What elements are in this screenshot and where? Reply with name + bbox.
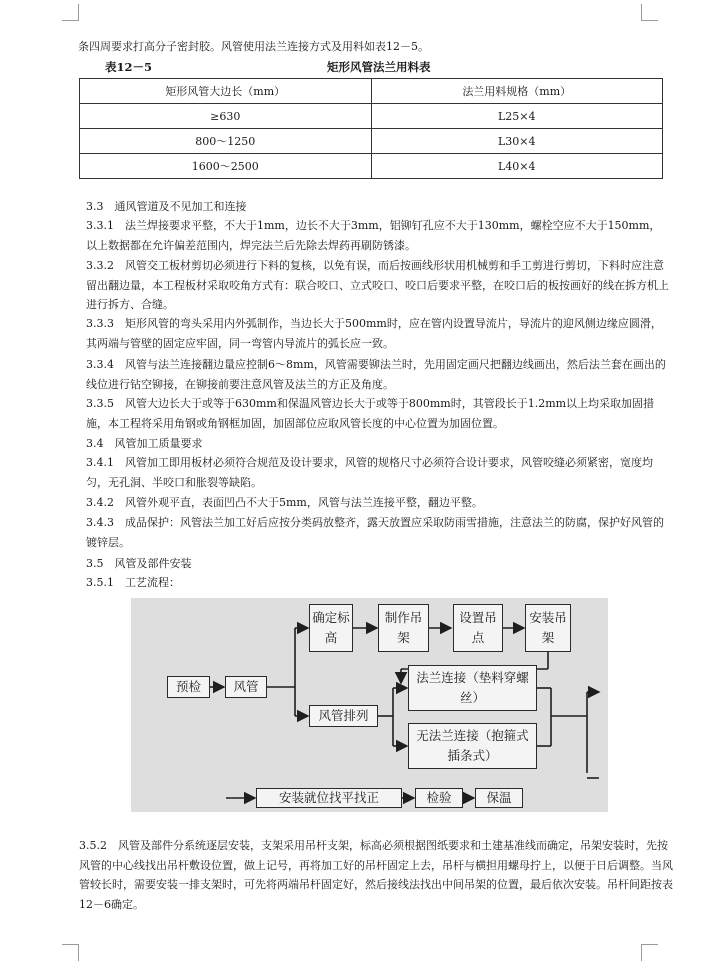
table-number: 表12－5 bbox=[105, 60, 153, 74]
table-header-row bbox=[80, 79, 663, 104]
table-cell: 1600～2500 bbox=[80, 154, 372, 179]
heading-3-5-1: 3.5.1 工艺流程： bbox=[86, 576, 180, 589]
flow-box-pre-check: 预检 bbox=[167, 676, 210, 698]
flow-box-flangeless-connection: 无法兰连接（抱箍式插条式） bbox=[408, 723, 537, 769]
flow-box-make-hanger: 制作吊架 bbox=[378, 604, 429, 652]
flow-box-duct-arrange: 风管排列 bbox=[309, 705, 378, 727]
flange-material-table bbox=[79, 78, 663, 179]
table-row bbox=[80, 154, 663, 179]
flow-box-install-align: 安装就位找平找正 bbox=[256, 788, 402, 808]
paragraph-3-3-5: 3.3.5 风管大边长大于或等于630mm和保温风管边长大于或等于800mm时，其管段长于1.2mm以上均采取加固措施，本工程将采用角钢或角钢框加固，加固部位应取风管长度的中心位置为加固位置。 bbox=[86, 397, 655, 430]
paragraph-3-3-2: 3.3.2 风管交工板材剪切必须进行下料的复核，以免有误，而后按画线形状用机械剪和手工剪进行剪切，下料时应注意留出翻边量，本工程板材采取咬角方式有：联合咬口、立式咬口、咬口后要求平整，在咬口后的板按画好的线在拆方机上进行拆方、合缝。 bbox=[86, 259, 669, 311]
paragraph-3-5-2: 3.5.2 风管及部件分系统逐层安装，支架采用吊杆支架，标高必须根据图纸要求和土建基准线而确定，吊架安装时，先按风管的中心线找出吊杆敷设位置，做上记号，再将加工好的吊杆固定上去，吊杆与横担用螺母拧上，以便于日后调整。当风管较长时，需要安装一排支架时，可先将两端吊杆固定好，然后接线法找出中间吊架的位置，最后依次安装。吊杆间距按表12－6确定。 bbox=[79, 839, 673, 911]
intro-line: 条四周要求打高分子密封胶。风管使用法兰连接方式及用料如表12－5。 bbox=[78, 40, 429, 53]
table-cell: 800～1250 bbox=[80, 129, 372, 154]
paragraph-3-3-3: 3.3.3 矩形风管的弯头采用内外弧制作，当边长大于500mm时，应在管内设置导流片，导流片的迎风侧边缘应圆滑，其两端与管壁的固定应牢固，同一弯管内导流片的弧长应一致。 bbox=[86, 317, 662, 350]
heading-3-5: 3.5 风管及部件安装 bbox=[86, 557, 192, 570]
paragraph-3-4-1: 3.4.1 风管加工即用板材必须符合规范及设计要求，风管的规格尺寸必须符合设计要求，风管咬缝必须紧密，宽度均匀，无孔洞、半咬口和胀裂等缺陷。 bbox=[86, 456, 653, 489]
table-row bbox=[80, 104, 663, 129]
crop-mark-top-right bbox=[641, 4, 658, 21]
paragraph-3-4-3: 3.4.3 成品保护：风管法兰加工好后应按分类码放整齐，露天放置应采取防雨雪措施，注意法兰的防腐，保护好风管的镀锌层。 bbox=[86, 516, 664, 549]
flow-box-duct: 风管 bbox=[225, 676, 267, 698]
table-cell: L25×4 bbox=[371, 104, 663, 129]
table-caption bbox=[105, 59, 665, 77]
flow-box-inspect: 检验 bbox=[415, 788, 463, 808]
crop-mark-top-left bbox=[62, 4, 79, 21]
heading-3-3: 3.3 通风管道及不见加工和连接 bbox=[86, 200, 247, 213]
table-cell: L40×4 bbox=[371, 154, 663, 179]
flow-box-install-hanger: 安装吊架 bbox=[525, 604, 571, 652]
table-title: 矩形风管法兰用料表 bbox=[327, 60, 431, 74]
table-cell: ≥630 bbox=[80, 104, 372, 129]
table-header-cell: 矩形风管大边长（mm） bbox=[80, 79, 372, 104]
table-cell: L30×4 bbox=[371, 129, 663, 154]
table-header-cell: 法兰用料规格（mm） bbox=[371, 79, 663, 104]
paragraph-3-3-1: 3.3.1 法兰焊接要求平整，不大于1mm，边长不大于3mm，铝铆钉孔应不大于130mm，螺栓空应不大于150mm，以上数据都在允许偏差范围内，焊完法兰后先除去焊药再刷防锈漆。 bbox=[86, 219, 661, 252]
flow-box-flange-connection: 法兰连接（垫料穿螺丝） bbox=[408, 665, 537, 711]
flow-box-set-point: 设置吊点 bbox=[453, 604, 503, 652]
paragraph-3-4-2: 3.4.2 风管外观平直，表面凹凸不大于5mm，风管与法兰连接平整，翻边平整。 bbox=[86, 496, 483, 509]
crop-mark-bottom-left bbox=[62, 944, 79, 961]
flow-box-elevation: 确定标高 bbox=[309, 604, 353, 652]
table-row bbox=[80, 129, 663, 154]
paragraph-3-3-4: 3.3.4 风管与法兰连接翻边量应控制6～8mm，风管需要铆法兰时，先用固定画尺把翻边线画出，然后法兰套在画出的线位进行钻空铆接，在铆接前要注意风管及法兰的方正及角度。 bbox=[86, 358, 666, 391]
crop-mark-bottom-right bbox=[641, 944, 658, 961]
flow-box-insulate: 保温 bbox=[475, 788, 523, 808]
heading-3-4: 3.4 风管加工质量要求 bbox=[86, 437, 203, 450]
process-flowchart bbox=[131, 598, 608, 812]
